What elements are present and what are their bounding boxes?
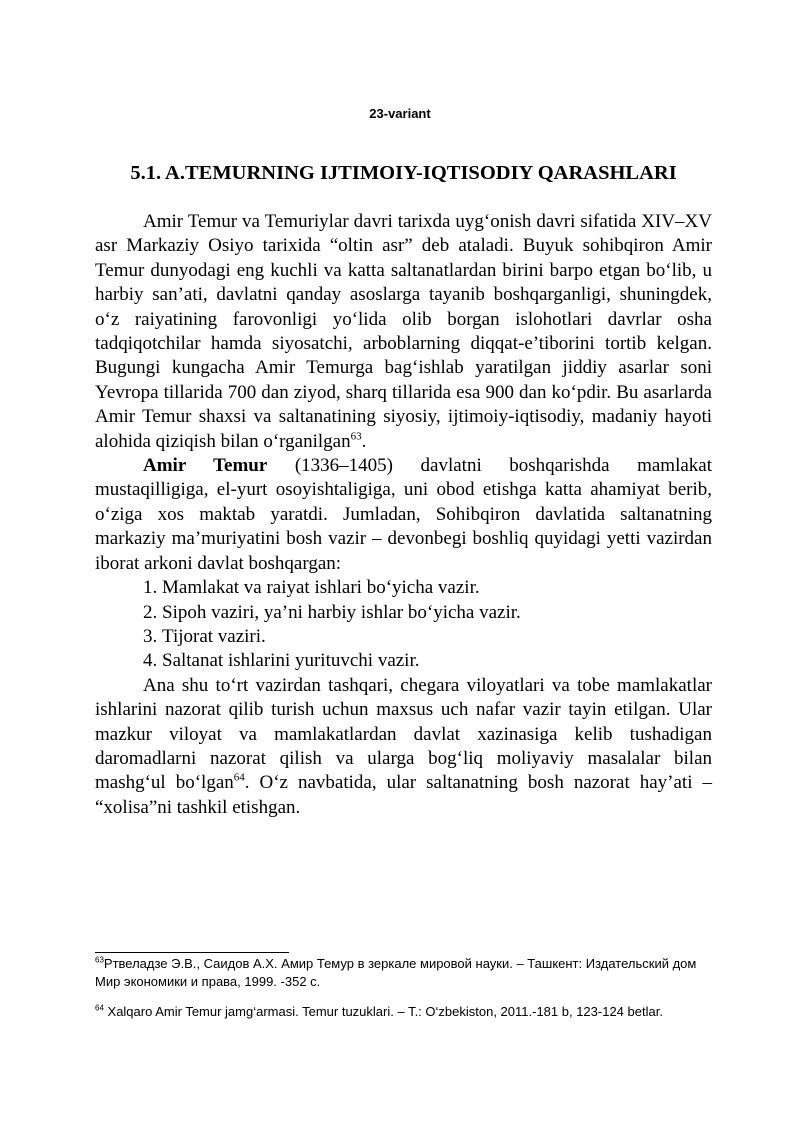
list-item-text: Mamlakat va raiyat ishlari bo‘yicha vazir.: [162, 577, 480, 599]
list-item-text: Saltanat ishlarini yurituvchi vazir.: [162, 650, 420, 672]
paragraph-2: [95, 454, 712, 576]
footnote-text: Xalqaro Amir Temur jamg‘armasi. Temur tuzuklari. – T.: O‘zbekiston, 2011.-181 b, 123-124 betlar.: [103, 1004, 663, 1019]
paragraph-3-text: Ana shu to‘rt vazirdan tashqari, chegara viloyatlari va tobe mamlakatlar ishlarini nazorat qilib turish uchun maxsus uch nafar vazir tayin etilgan. Ular mazkur viloyat va mamlakatlardan davlat xazinasiga kelib tushadigan daromadlarni nazorat qilish va ularga bog‘liq moliyaviy masalalar bilan mashg‘ul bo‘lgan: [95, 674, 712, 794]
list-item-number: 4.: [143, 650, 158, 672]
paragraph-2-text: (1336–1405) davlatni boshqarishda mamlakat mustaqilligiga, el-yurt osoyishtaligiga, uni obod etishga katta ahamiyat berib, o‘ziga xos maktab yaratdi. Jumladan, Sohibqiron davlatida saltanatning markaziy ma’muriyatini bosh vazir – devonbegi boshliq quyidagi yetti vazirdan iborat arkoni davlat boshqargan:: [95, 455, 712, 574]
list-item-text: Tijorat vaziri.: [162, 625, 266, 647]
body-text: [95, 210, 712, 820]
list-item: [95, 649, 712, 673]
list-item-number: 3.: [143, 625, 158, 647]
section-title: 5.1. A.TEMURNING IJTIMOIY-IQTISODIY QARASHLARI: [130, 162, 677, 184]
footnote-ref-63[interactable]: 63: [350, 430, 362, 443]
paragraph-1-text: Amir Temur va Temuriylar davri tarixda uyg‘onish davri sifatida XIV–XV asr Markaziy Osiyo tarixida “oltin asr” deb ataladi. Buyuk sohibqiron Amir Temur dunyodagi eng kuchli va katta saltanatlardan birini barpo etgan bo‘lib, u harbiy san’ati, davlatni qanday asoslarga tayanib boshqarganligi, shuningdek, o‘z raiyatining farovonligi yo‘lida olib borgan islohotlari davrlar osha tadqiqotchilar hamda siyosatchi, arboblarning diqqat-e’tiborini tortib kelgan. Bugungi kungacha Amir Temurga bag‘ishlab yaratilgan jiddiy asarlar soni Yevropa tillarida 700 dan ziyod, sharq tillarida esa 900 dan ko‘pdir. Bu asarlarda Amir Temur shaxsi va saltanatining siyosiy, ijtimoiy-iqtisodiy, madaniy hayoti alohida qiziqish bilan o‘rganilgan: [95, 211, 712, 452]
list-item: [95, 601, 712, 625]
footnote-number: 63: [95, 955, 104, 965]
footnote-number: 64: [95, 1003, 104, 1013]
list-item-number: 1.: [143, 577, 158, 599]
footnotes: [95, 955, 712, 1033]
list-item-text: Sipoh vaziri, ya’ni harbiy ishlar bo‘yicha vazir.: [162, 601, 521, 623]
vizier-list: [95, 576, 712, 674]
footnote-63: [95, 955, 712, 991]
list-item: [95, 576, 712, 600]
variant-header: 23-variant: [369, 106, 431, 121]
footnote-ref-64[interactable]: 64: [233, 772, 245, 785]
list-item-number: 2.: [143, 601, 158, 623]
paragraph-3-end: . O‘z navbatida, ular saltanatning bosh nazorat hay’ati – “xolisa”ni tashkil etishgan.: [95, 772, 712, 818]
list-item: [95, 625, 712, 649]
footnote-64: [95, 1003, 712, 1021]
paragraph-1: [95, 210, 712, 454]
footnote-text: Ртвеладзе Э.В., Саидов А.Х. Амир Темур в зеркале мировой науки. – Ташкент: Издательский дом Мир экономики и права, 1999. -352 с.: [95, 956, 697, 989]
paragraph-2-bold-name: Amir Temur: [143, 455, 268, 477]
paragraph-1-end: .: [361, 430, 367, 452]
paragraph-3: [95, 674, 712, 820]
footnote-separator: [95, 952, 289, 953]
